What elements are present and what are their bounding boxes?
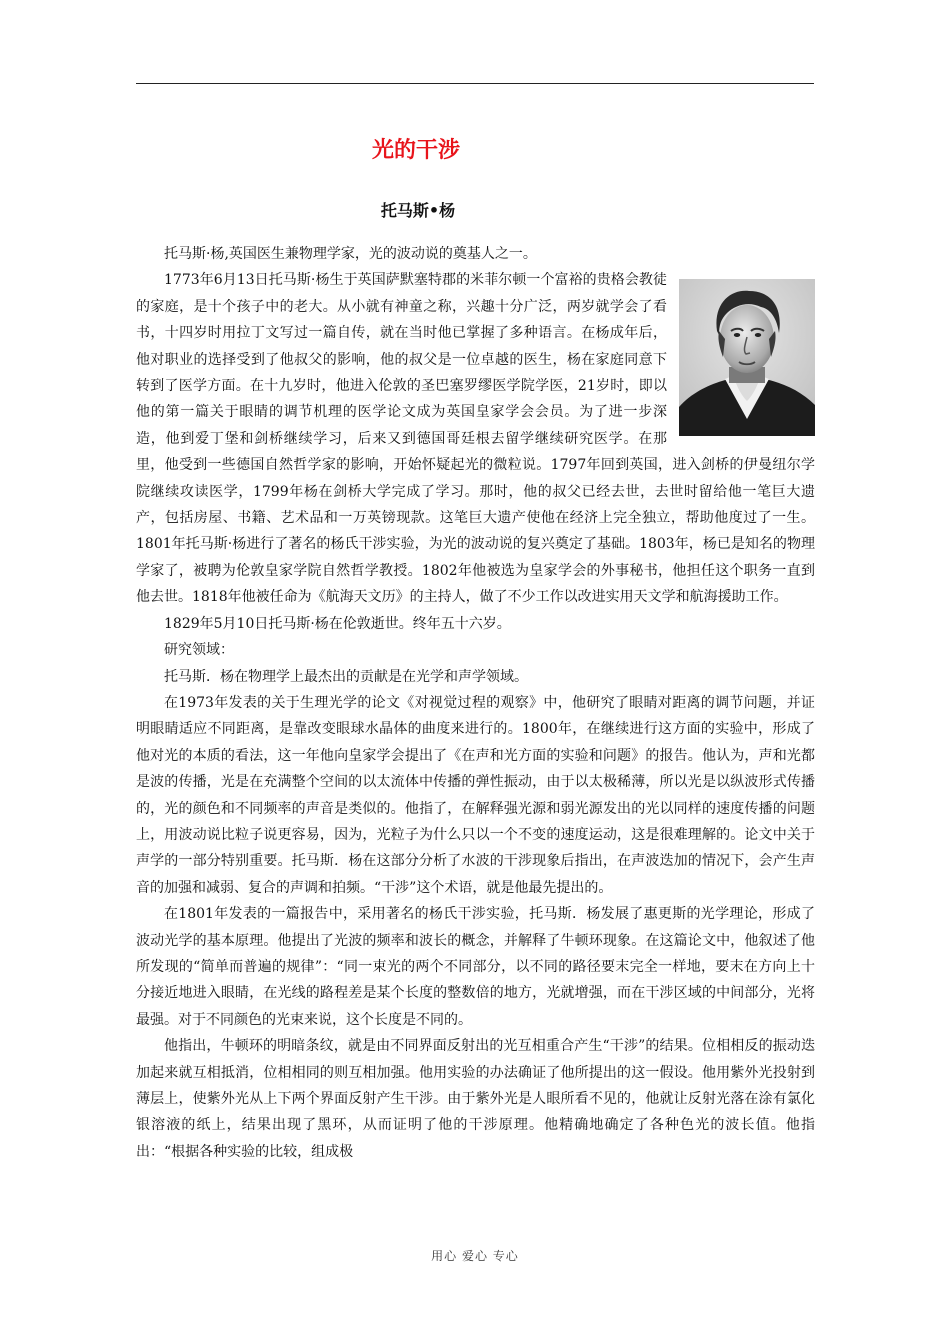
article-body <box>136 241 815 1165</box>
paragraph-physiological-optics: 在1973年发表的关于生理光学的论文《对视觉过程的观察》中，他研究了眼睛对距离的调节问题，并证明眼睛适应不同距离，是靠改变眼球水晶体的曲度来进行的。1800年，在继续进行这方面的实验中，形成了他对光的本质的看法，这一年他向皇家学会提出了《在声和光方面的实验和问题》的报告。他认为，声和光都是波的传播，光是在充满整个空间的以太流体中传播的弹性振动，由于以太极稀薄，所以光是以纵波形式传播的，光的颜色和不同频率的声音是类似的。他指了，在解释强光源和弱光源发出的光以同样的速度传播的问题上，用波动说比粒子说更容易，因为，光粒子为什么只以一个不变的速度运动，这是很难理解的。论文中关于声学的一部分特别重要。托马斯．杨在这部分分析了水波的干涉现象后指出，在声波迭加的情况下，会产生声音的加强和减弱、复合的声调和拍频。“干涉”这个术语，就是他最先提出的。 <box>136 694 815 896</box>
paragraph-research-heading: 研究领域： <box>164 642 234 659</box>
page-footer: 用心 爱心 专心 <box>431 1249 519 1263</box>
paragraph-newton-rings: 他指出，牛顿环的明暗条纹，就是由不同界面反射出的光互相重合产生“干涉”的结果。位相相反的振动迭加起来就互相抵消，位相相同的则互相加强。他用实验的办法确证了他所提出的这一假设。他用紫外光投射到薄层上，使紫外光从上下两个界面反射产生干涉。由于紫外光是人眼所看不见的，他就让反射光落在涂有氯化银溶液的纸上，结果出现了黑环，从而证明了他的干涉原理。他精确地确定了各种色光的波长值。他指出：“根据各种实验的比较，组成极 <box>136 1038 815 1160</box>
portrait-engraving-icon <box>679 279 815 436</box>
header-rule <box>136 83 814 84</box>
paragraph-biography: 1773年6月13日托马斯·杨生于英国萨默塞特郡的米菲尔顿一个富裕的贵格会教徒的家庭，是十个孩子中的老大。从小就有神童之称，兴趣十分广泛，两岁就学会了看书，十四岁时用拉丁文写过一篇自传，就在当时他已掌握了多种语言。在杨成年后，他对职业的选择受到了他叔父的影响，他的叔父是一位卓越的医生，杨在家庭同意下转到了医学方面。在十九岁时，他进入伦敦的圣巴塞罗缪医学院学医，21岁时，即以他的第一篇关于眼睛的调节机理的医学论文成为英国皇家学会会员。为了进一步深造，他到爱丁堡和剑桥继续学习，后来又到德国哥廷根去留学继续研究医学。在那里，他受到一些德国自然哲学家的影响，开始怀疑起光的微粒说。1797年回到英国，进入剑桥的伊曼纽尔学院继续攻读医学，1799年杨在剑桥大学完成了学习。那时，他的叔父已经去世，去世时留给他一笔巨大遗产，包括房屋、书籍、艺术品和一万英镑现款。这笔巨大遗产使他在经济上完全独立，帮助他度过了一生。1801年托马斯·杨进行了著名的杨氏干涉实验，为光的波动说的复兴奠定了基础。1803年，杨已是知名的物理学家了，被聘为伦敦皇家学院自然哲学教授。1802年他被选为皇家学会的外事秘书，他担任这个职务一直到他去世。1818年他被任命为《航海天文历》的主持人，做了不少工作以改进实用天文学和航海援助工作。 <box>136 272 815 606</box>
portrait-image <box>679 279 815 436</box>
document-title: 光的干涉 <box>371 138 460 163</box>
paragraph-intro: 托马斯·杨,英国医生兼物理学家，光的波动说的奠基人之一。 <box>164 246 537 262</box>
paragraph-research-intro: 托马斯．杨在物理学上最杰出的贡献是在光学和声学领域。 <box>164 668 528 685</box>
author-heading: 托马斯•杨 <box>380 201 456 220</box>
paragraph-death: 1829年5月10日托马斯·杨在伦敦逝世。终年五十六岁。 <box>164 615 511 632</box>
paragraph-interference-experiment: 在1801年发表的一篇报告中，采用著名的杨氏干涉实验，托马斯．杨发展了惠更斯的光学理论，形成了波动光学的基本原理。他提出了光波的频率和波长的概念，并解释了牛顿环现象。在这篇论文中，他叙述了他所发现的“简单而普遍的规律”：“同一束光的两个不同部分，以不同的路径要末完全一样地，要末在方向上十分接近地进入眼睛，在光线的路程差是某个长度的整数倍的地方，光就增强，而在干涉区域的中间部分，光将最强。对于不同颜色的光束来说，这个长度是不同的。 <box>136 906 815 1028</box>
